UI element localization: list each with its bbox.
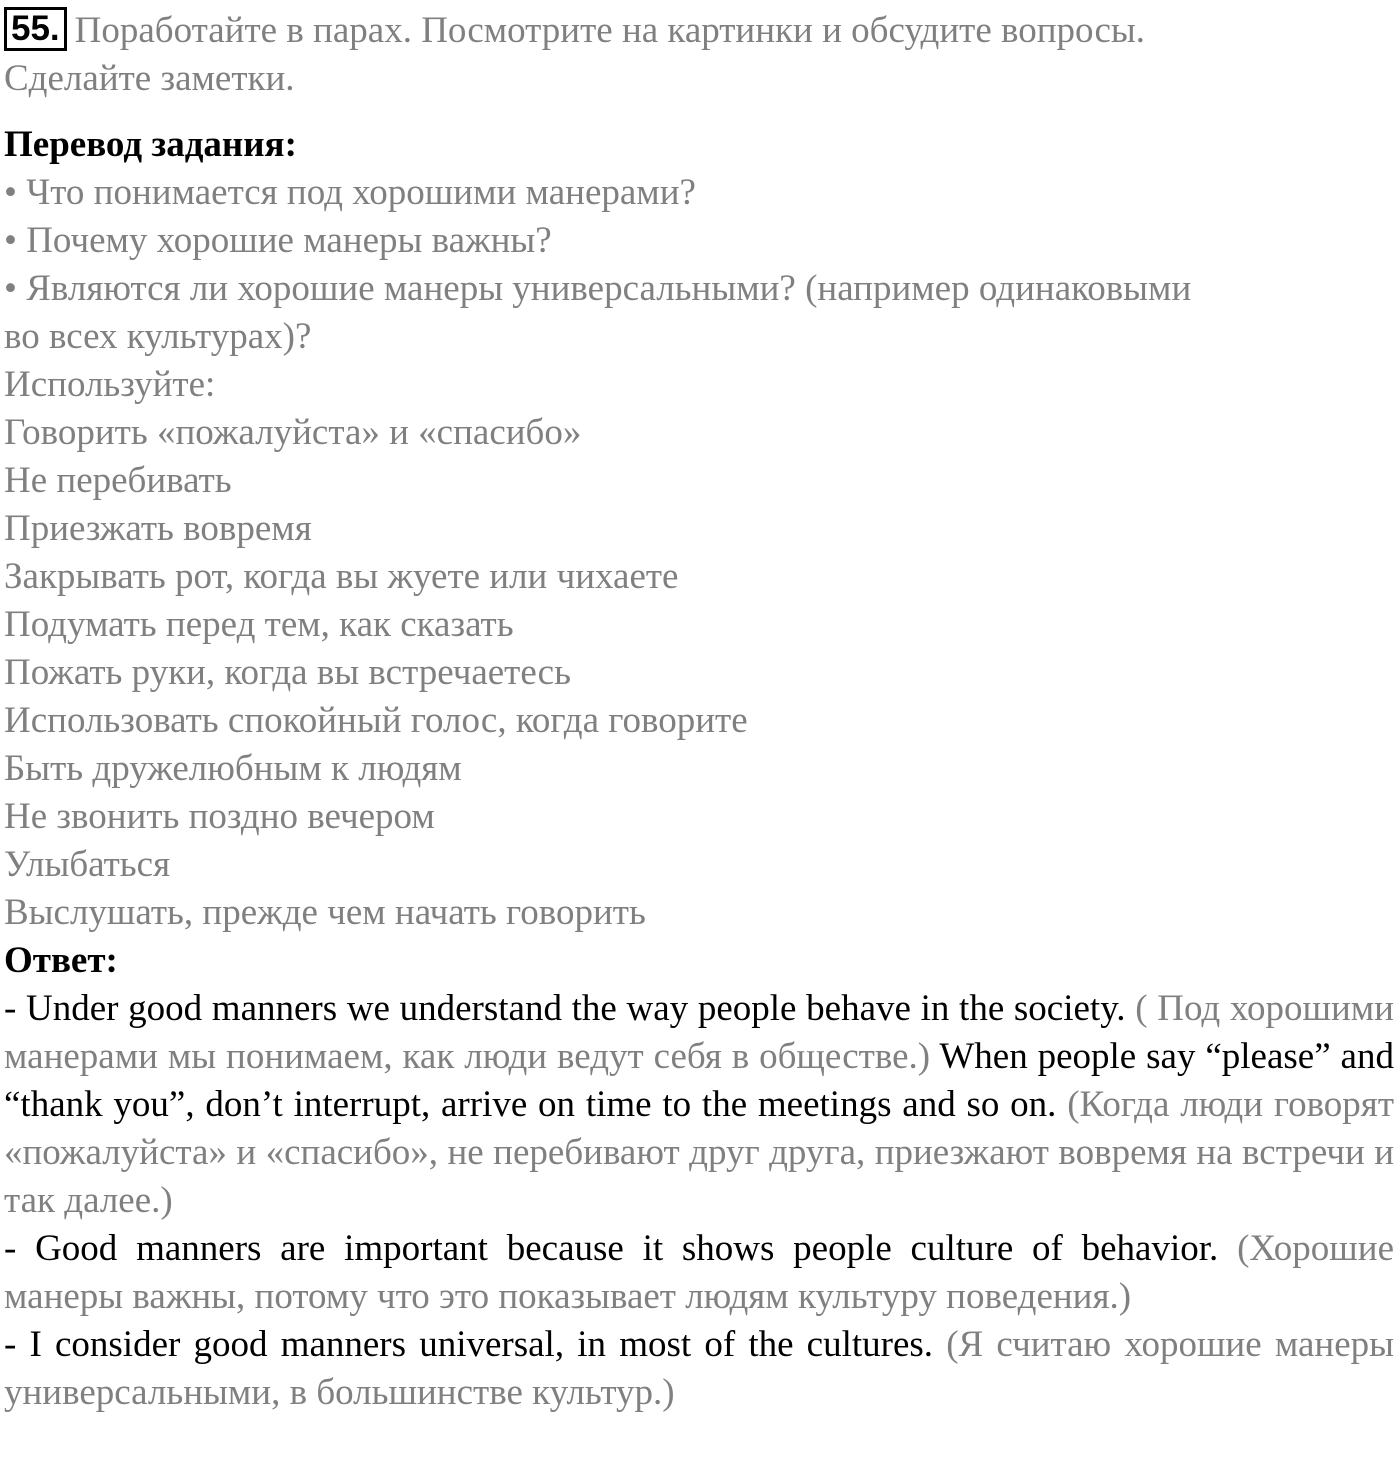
- phrase-item: Говорить «пожалуйста» и «спасибо»: [4, 412, 582, 453]
- translation-bullets: [4, 169, 1394, 361]
- answer-english-text: When people say “please” and “thank you”, don’t interrupt, arrive on time to the meetings and so on.: [4, 1036, 1394, 1125]
- answer-english-text: - I consider good manners universal, in most of the cultures.: [4, 1324, 947, 1365]
- answer-russian-translation: (Я считаю хорошие манеры универсальными, в большинстве культур.): [4, 1324, 1394, 1413]
- answer-english-text: - Good manners are important because it shows people culture of behavior.: [4, 1228, 1238, 1269]
- phrase-item: Улыбаться: [4, 844, 171, 885]
- task-instruction-line-1: [4, 7, 1394, 55]
- use-label: Используйте:: [4, 364, 216, 405]
- answer-russian-translation: ( Под хорошими манерами мы понимаем, как люди ведут себя в обществе.): [4, 988, 1394, 1077]
- answer-russian-translation: (Когда люди говорят «пожалуйста» и «спасибо», не перебивают друг друга, приезжают вовремя на встречи и так далее.): [4, 1084, 1394, 1221]
- bullet-item: • Почему хорошие манеры важны?: [4, 220, 552, 261]
- bullet-item: • Что понимается под хорошими манерами?: [4, 172, 696, 213]
- answer-russian-translation: (Хорошие манеры важны, потому что это показывает людям культуру поведения.): [4, 1228, 1394, 1317]
- phrase-item: Не перебивать: [4, 460, 232, 501]
- phrase-list: [4, 409, 1394, 937]
- answer-english-text: - Under good manners we understand the way people behave in the society.: [4, 988, 1136, 1029]
- task-instruction-line-2: Сделайте заметки.: [4, 58, 295, 99]
- answer-paragraph: [4, 985, 1394, 1225]
- phrase-item: Выслушать, прежде чем начать говорить: [4, 892, 646, 933]
- phrase-item: Приезжать вовремя: [4, 508, 312, 549]
- phrase-item: Пожать руки, когда вы встречаетесь: [4, 652, 571, 693]
- document-page: [4, 7, 1394, 1417]
- bullet-item: • Являются ли хорошие манеры универсальными? (например одинаковыми: [4, 268, 1192, 309]
- phrase-item: Не звонить поздно вечером: [4, 796, 435, 837]
- task-number-box: 55.: [4, 7, 67, 51]
- phrase-item: Использовать спокойный голос, когда говорите: [4, 700, 748, 741]
- answer-paragraph: [4, 1225, 1394, 1321]
- phrase-item: Быть дружелюбным к людям: [4, 748, 462, 789]
- answer-paragraph: [4, 1321, 1394, 1417]
- phrase-item: Подумать перед тем, как сказать: [4, 604, 514, 645]
- phrase-item: Закрывать рот, когда вы жуете или чихаете: [4, 556, 679, 597]
- task-instruction-text: Поработайте в парах. Посмотрите на картинки и обсудите вопросы.: [74, 10, 1145, 51]
- translation-heading: Перевод задания:: [4, 124, 297, 165]
- answer-heading: Ответ:: [4, 940, 118, 981]
- bullet-item-continuation: во всех культурах)?: [4, 316, 312, 357]
